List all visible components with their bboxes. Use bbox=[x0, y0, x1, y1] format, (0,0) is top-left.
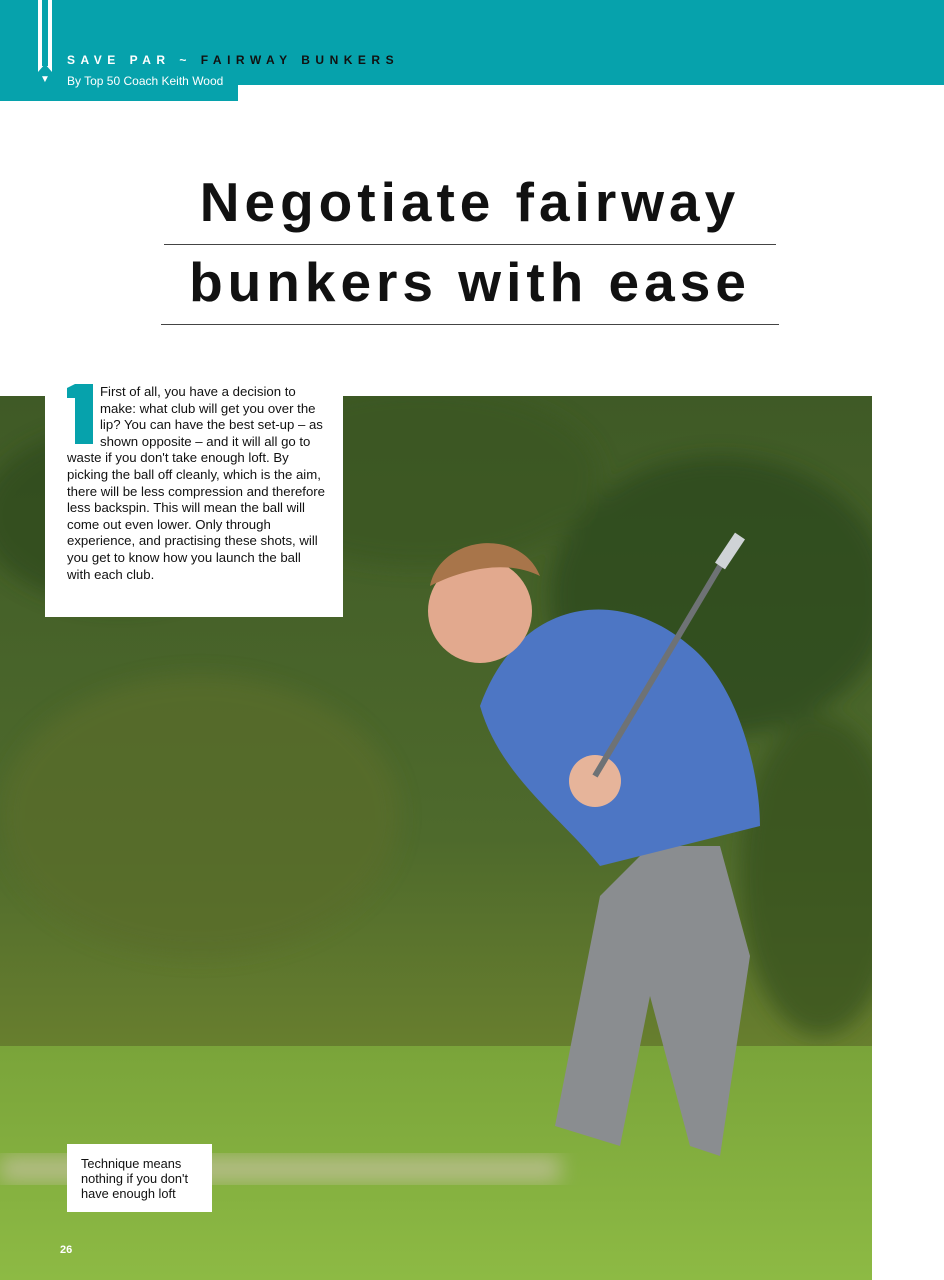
section-label: SAVE PAR ~ bbox=[67, 53, 192, 67]
page-number: 26 bbox=[60, 1244, 73, 1256]
headline-rule-1 bbox=[164, 244, 776, 245]
headline-rule-2 bbox=[161, 324, 779, 325]
header-banner bbox=[0, 0, 944, 85]
bookmark-ribbon-icon bbox=[38, 0, 52, 72]
photo-caption-box bbox=[67, 1144, 212, 1212]
photo-caption: Technique means nothing if you don't have enough loft bbox=[81, 1156, 189, 1201]
byline: By Top 50 Coach Keith Wood bbox=[67, 74, 224, 88]
tip-text: First of all, you have a decision to make: what club will get you over the lip? You can have the best set-up – as shown opposite – and it will all go to waste if you don't take enough loft. By picking the ball off cleanly, which is the aim, there will be less compression and therefore less backspin. This will mean the ball will come out even lower. Only through experience, and practising these shots, will you get to know how you launch the ball with each club. bbox=[67, 384, 326, 582]
section-kicker bbox=[67, 53, 399, 67]
headline-line-1: Negotiate fairway bbox=[199, 171, 741, 233]
headline-line-2: bunkers with ease bbox=[189, 251, 751, 313]
topic-label: FAIRWAY BUNKERS bbox=[200, 53, 400, 67]
tip-body bbox=[67, 384, 327, 583]
triangle-down-icon: ▼ bbox=[40, 74, 50, 85]
